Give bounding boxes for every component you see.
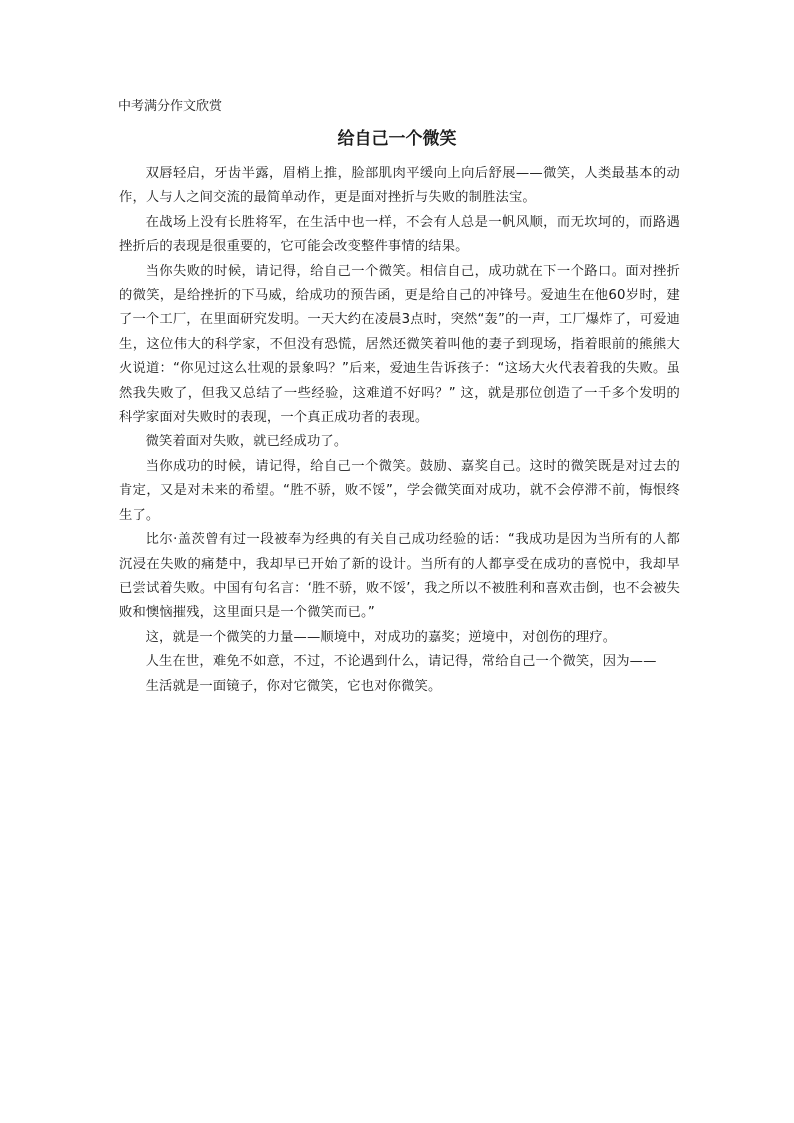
article-title: 给自己一个微笑 <box>337 129 457 149</box>
paragraph: 这，就是一个微笑的力量——顺境中，对成功的嘉奖；逆境中，对创伤的理疗。 <box>145 629 617 645</box>
paragraph: 生活就是一面镜子，你对它微笑，它也对你微笑。 <box>145 678 442 694</box>
paragraph: 当你失败的时候，请记得，给自己一个微笑。相信自己，成功就在下一个路口。面对挫折的微笑，是给挫折的下马威，给成功的预告函，更是给自己的冲锋号。爱迪生在他60岁时，建了一个工厂，在里面研究发明。一天大约在凌晨3点时，突然“轰”的一声，工厂爆炸了，可爱迪生，这位伟大的科学家，不但没有恐慌，居然还微笑着叫他的妻子到现场，指着眼前的熊熊大火说道：“你见过这么壮观的景象吗？”后来，爱迪生告诉孩子：“这场大火代表着我的失败。虽然我失败了，但我又总结了一些经验，这难道不好吗？” 这，就是那位创造了一千多个发明的科学家面对失败时的表现，一个真正成功者的表现。 <box>119 263 680 426</box>
paragraph: 当你成功的时候，请记得，给自己一个微笑。鼓励、嘉奖自己。这时的微笑既是对过去的肯定，又是对未来的希望。“胜不骄，败不馁”，学会微笑面对成功，就不会停滞不前，悔恨终生了。 <box>119 458 680 523</box>
paragraph: 在战场上没有长胜将军，在生活中也一样，不会有人总是一帆风顺，而无坎坷的，而路遇挫折后的表现是很重要的，它可能会改变整件事情的结果。 <box>119 214 680 255</box>
paragraph: 比尔·盖茨曾有过一段被奉为经典的有关自己成功经验的话：“我成功是因为当所有的人都沉浸在失败的痛楚中，我却早已开始了新的设计。当所有的人都享受在成功的喜悦中，我却早已尝试着失败。中国有句名言：‘胜不骄，败不馁’，我之所以不被胜利和喜欢击倒，也不会被失败和懊恼摧残，这里面只是一个微笑而已。” <box>119 532 680 621</box>
header-label: 中考满分作文欣赏 <box>118 99 223 114</box>
paragraph: 微笑着面对失败，就已经成功了。 <box>145 434 348 450</box>
paragraph: 人生在世，难免不如意，不过，不论遇到什么，请记得，常给自己一个微笑，因为—— <box>145 654 657 670</box>
paragraph: 双唇轻启，牙齿半露，眉梢上推，脸部肌肉平缓向上向后舒展——微笑，人类最基本的动作，人与人之间交流的最简单动作，更是面对挫折与失败的制胜法宝。 <box>119 166 680 206</box>
article-body <box>119 162 680 699</box>
